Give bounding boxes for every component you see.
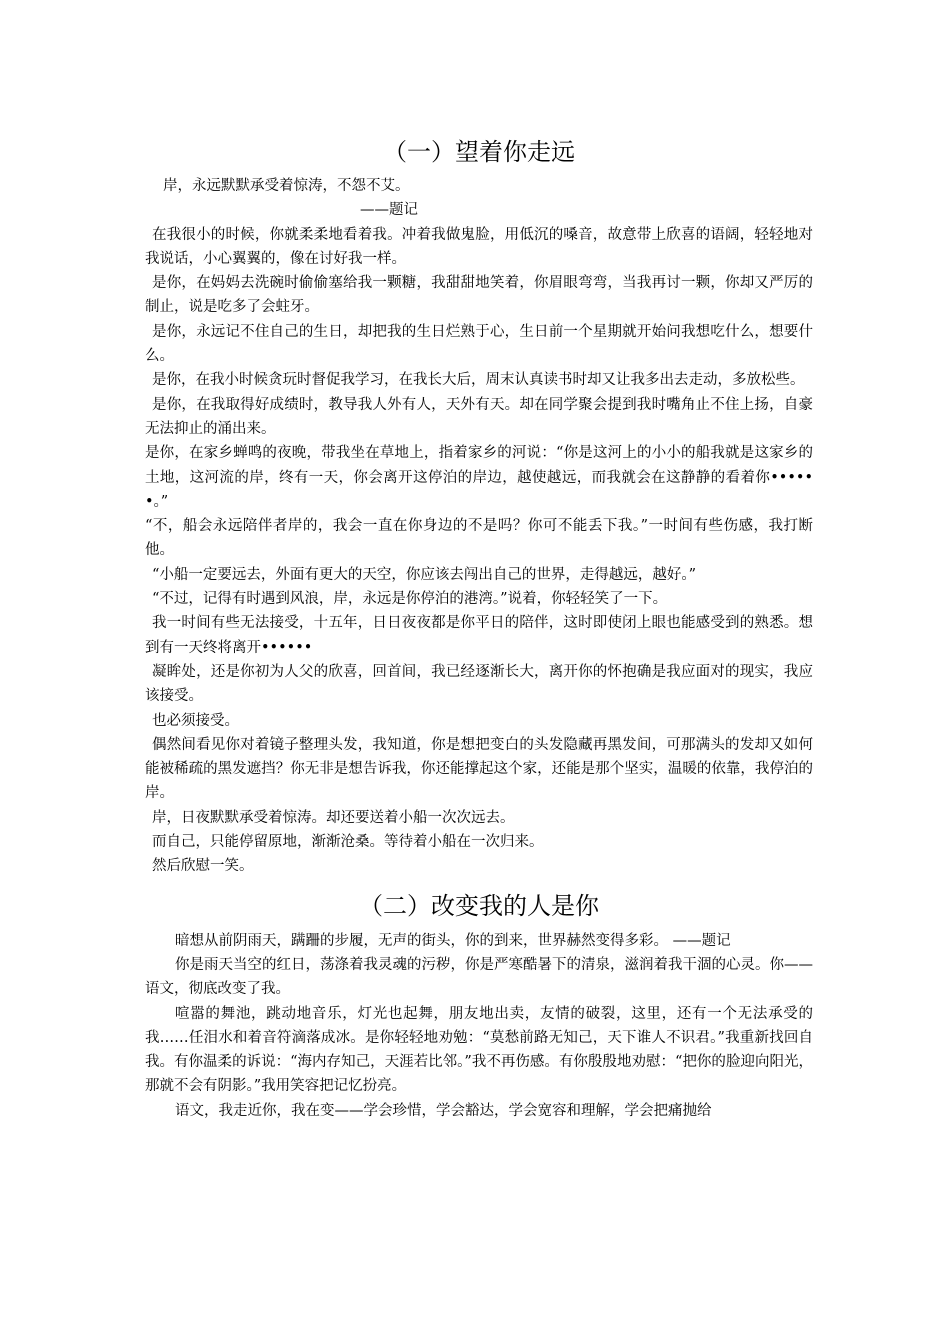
essay1-title: （一）望着你走远 — [383, 138, 575, 166]
essay2-paragraph: 喧嚣的舞池，跳动地音乐，灯光也起舞，朋友地出卖，友情的破裂，这里，还有一个无法承受的我……任泪水和着音符滴落成冰。是你轻轻地劝勉：“莫愁前路无知己，天下谁人不识君。”我重新找回自我。有你温柔的诉说：“海内存知己，天涯若比邻。”我不再伤感。有你殷殷地劝慰：“把你的脸迎向阳光，那就不会有阴影。”我用笑容把记忆扮亮。 — [145, 1005, 813, 1095]
essay2-title: （二）改变我的人是你 — [359, 891, 599, 920]
essay1-paragraph: “小船一定要远去，外面有更大的天空，你应该去闯出自己的世界，走得越远，越好。” — [152, 566, 697, 583]
essay1-paragraph: 在我很小的时候，你就柔柔地看着我。冲着我做鬼脸，用低沉的嗓音，故意带上欣喜的语阔，轻轻地对我说话，小心翼翼的，像在讨好我一样。 — [145, 226, 813, 267]
essay1-paragraph: “不过，记得有时遇到风浪，岸，永远是你停泊的港湾。”说着，你轻轻笑了一下。 — [152, 591, 668, 608]
essay1-paragraph: 岸，日夜默默承受着惊涛。却还要送着小船一次次远去。 — [152, 809, 515, 826]
essay1-epigraph: 岸，永远默默承受着惊涛，不怨不艾。 — [163, 178, 410, 194]
essay1-paragraph: 偶然间看见你对着镜子整理头发，我知道，你是想把变白的头发隐藏再黑发间，可那满头的发却又如何能被稀疏的黑发遮挡？你无非是想告诉我，你还能撑起这个家，还能是那个坚实，温暖的依靠，我停泊的岸。 — [145, 736, 813, 802]
essay1-paragraph: 是你，在我小时候贪玩时督促我学习，在我长大后，周末认真读书时却又让我多出去走动，多放松些。 — [152, 372, 805, 389]
essay1-paragraph: 然后欣慰一笑。 — [152, 858, 254, 875]
essay1-paragraph: 我一时间有些无法接受，十五年，日日夜夜都是你平日的陪伴，这时即使闭上眼也能感受到的熟悉。想到有一天终将离开•••••• — [145, 615, 813, 656]
essay2-paragraph: 暗想从前阴雨天，蹒跚的步履，无声的街头，你的到来，世界赫然变得多彩。 ——题记 — [175, 932, 731, 949]
essay1-paragraph: “不，船会永远陪伴者岸的，我会一直在你身边的不是吗？你可不能丢下我。”一时间有些伤感，我打断他。 — [145, 518, 813, 559]
essay1-paragraph: 凝眸处，还是你初为人父的欣喜，回首间，我已经逐渐长大，离开你的怀抱确是我应面对的现实，我应该接受。 — [145, 663, 813, 705]
essay1-paragraph: 而自己，只能停留原地，渐渐沧桑。等待着小船在一次归来。 — [152, 834, 544, 851]
essay1-paragraph: 是你，永远记不住自己的生日，却把我的生日烂熟于心，生日前一个星期就开始问我想吃什么，想要什么。 — [145, 323, 813, 365]
essay1-paragraph: 是你，在妈妈去洗碗时偷偷塞给我一颗糖，我甜甜地笑着，你眉眼弯弯，当我再讨一颗，你却又严厉的制止，说是吃多了会蛀牙。 — [145, 275, 813, 316]
essay1-epigraph-sign: ——题记 — [360, 202, 418, 219]
essay1-paragraph: 是你，在我取得好成绩时，教导我人外有人，天外有天。却在同学聚会提到我时嘴角止不住上扬，自豪无法抑止的涌出来。 — [145, 396, 813, 437]
essay1-paragraph: 是你，在家乡蝉鸣的夜晚，带我坐在草地上，指着家乡的河说：“你是这河上的小小的船我就是这家乡的土地，这河流的岸，终有一天，你会离开这停泊的岸边，越使越远，而我就会在这静静的看着你••••••。” — [145, 445, 813, 510]
essay2-paragraph: 语文，我走近你，我在变——学会珍惜，学会豁达，学会宽容和理解，学会把痛抛给 — [175, 1102, 712, 1119]
document-body — [145, 135, 813, 1123]
essay1-paragraph: 也必须接受。 — [152, 712, 239, 729]
essay2-paragraph: 你是雨天当空的红日，荡涤着我灵魂的污秽，你是严寒酷暑下的清泉，滋润着我干涸的心灵。你——语文，彻底改变了我。 — [145, 956, 813, 998]
